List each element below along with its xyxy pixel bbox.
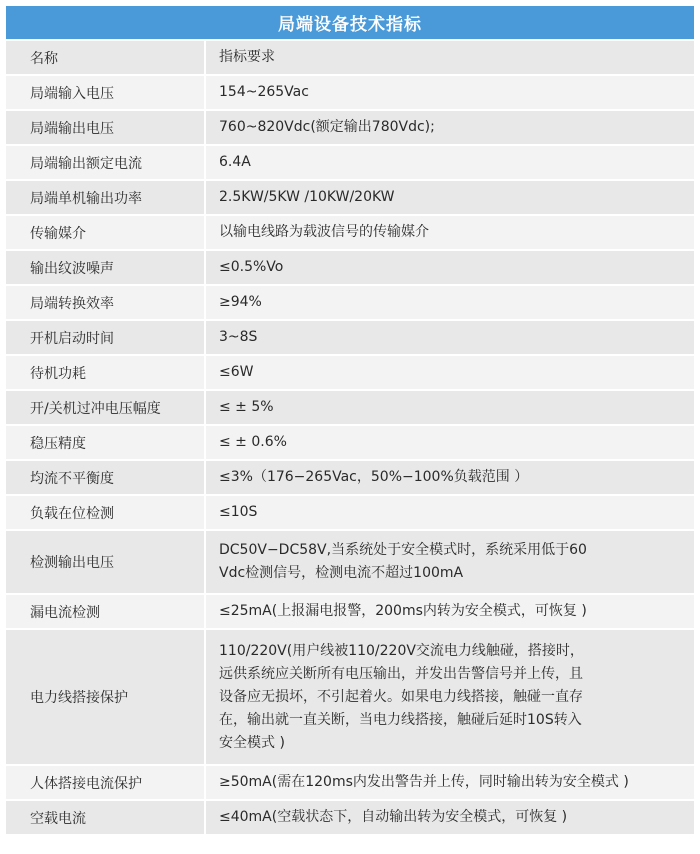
table-row (6, 496, 694, 531)
table-row (6, 426, 694, 461)
row-label: 局端单机输出功率 (6, 181, 206, 214)
row-value: ≤40mA(空载状态下，自动输出转为安全模式，可恢复 ) (206, 801, 694, 834)
row-label: 开/关机过冲电压幅度 (6, 391, 206, 424)
spec-table (6, 41, 694, 836)
column-header-name: 名称 (6, 41, 206, 74)
row-label: 稳压精度 (6, 426, 206, 459)
row-value: ≥50mA(需在120ms内发出警告并上传，同时输出转为安全模式 ) (206, 766, 694, 799)
row-value: ≤25mA(上报漏电报警，200ms内转为安全模式，可恢复 ) (206, 595, 694, 628)
row-label: 开机启动时间 (6, 321, 206, 354)
row-value: ≤ ± 0.6% (206, 426, 694, 459)
row-label: 均流不平衡度 (6, 461, 206, 494)
row-label: 待机功耗 (6, 356, 206, 389)
row-label: 漏电流检测 (6, 595, 206, 628)
row-label: 局端输出额定电流 (6, 146, 206, 179)
table-row (6, 76, 694, 111)
table-row (6, 630, 694, 766)
table-row (6, 766, 694, 801)
row-label: 局端转换效率 (6, 286, 206, 319)
row-value: 154~265Vac (206, 76, 694, 109)
row-value: 以输电线路为载波信号的传输媒介 (206, 216, 694, 249)
row-label: 传输媒介 (6, 216, 206, 249)
row-value: ≤3%（176−265Vac，50%−100%负载范围 ） (206, 461, 694, 494)
row-label: 局端输出电压 (6, 111, 206, 144)
row-label: 局端输入电压 (6, 76, 206, 109)
table-row (6, 181, 694, 216)
table-row (6, 461, 694, 496)
row-value: ≤10S (206, 496, 694, 529)
row-label: 负载在位检测 (6, 496, 206, 529)
row-value: ≤6W (206, 356, 694, 389)
table-title: 局端设备技术指标 (6, 6, 694, 39)
table-row (6, 146, 694, 181)
table-row (6, 801, 694, 836)
table-row (6, 391, 694, 426)
row-value: 760~820Vdc(额定输出780Vdc); (206, 111, 694, 144)
table-row (6, 216, 694, 251)
row-value: ≥94% (206, 286, 694, 319)
row-label: 空载电流 (6, 801, 206, 834)
table-row (6, 286, 694, 321)
row-label: 电力线搭接保护 (6, 630, 206, 764)
table-row (6, 111, 694, 146)
table-row (6, 251, 694, 286)
row-value: ≤ ± 5% (206, 391, 694, 424)
row-value: DC50V−DC58V,当系统处于安全模式时，系统采用低于60 Vdc检测信号，检测电流不超过100mA (206, 531, 694, 593)
row-value: 6.4A (206, 146, 694, 179)
row-label: 检测输出电压 (6, 531, 206, 593)
row-label: 输出纹波噪声 (6, 251, 206, 284)
row-value: 110/220V(用户线被110/220V交流电力线触碰，搭接时， 远供系统应关断所有电压输出，并发出告警信号并上传，且 设备应无损坏，不引起着火。如果电力线搭接，触碰一直存 在，输出就一直关断，当电力线搭接，触碰后延时10S转入 安全模式 ) (206, 630, 694, 764)
column-header-requirement: 指标要求 (206, 41, 694, 74)
table-row (6, 321, 694, 356)
row-value: ≤0.5%Vo (206, 251, 694, 284)
row-label: 人体搭接电流保护 (6, 766, 206, 799)
row-value: 2.5KW/5KW /10KW/20KW (206, 181, 694, 214)
table-row (6, 356, 694, 391)
row-value: 3~8S (206, 321, 694, 354)
table-row (6, 595, 694, 630)
table-row (6, 531, 694, 595)
table-header-row (6, 41, 694, 76)
